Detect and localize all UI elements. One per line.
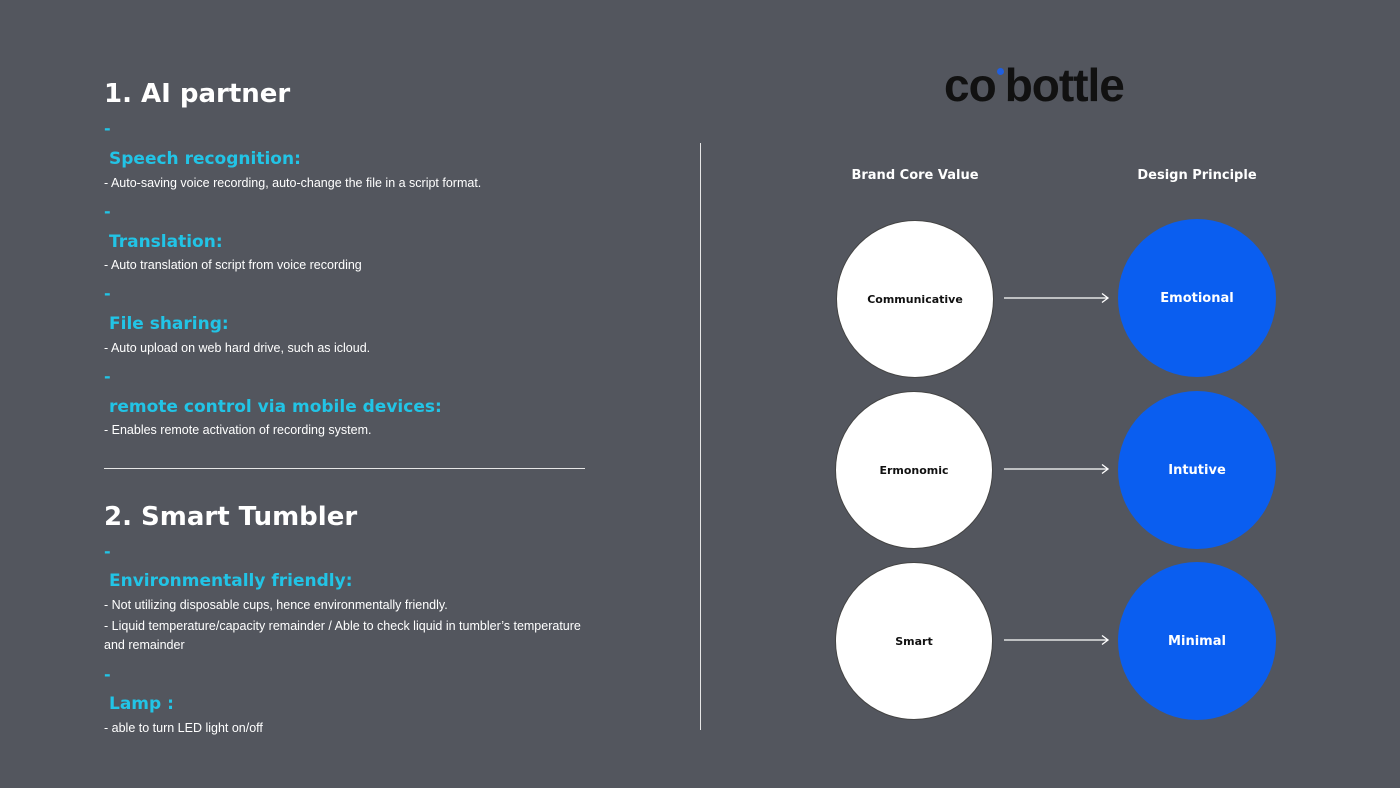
logo-text-co: co bbox=[944, 59, 996, 111]
feature-desc-liquid-temperature: - Liquid temperature/capacity remainder / Able to check liquid in tumbler’s temperature bbox=[104, 619, 581, 633]
dash-marker: - bbox=[104, 284, 111, 303]
core-value-circle bbox=[835, 391, 993, 549]
dash-marker: - bbox=[104, 202, 111, 221]
logo-text-bottle: bottle bbox=[1004, 59, 1124, 111]
feature-title-environmentally-friendly: Environmentally friendly: bbox=[109, 571, 353, 591]
feature-desc-speech-recognition: - Auto-saving voice recording, auto-change the file in a script format. bbox=[104, 176, 482, 190]
core-value-circle bbox=[835, 562, 993, 720]
heading-brand-core-value: Brand Core Value bbox=[851, 168, 979, 183]
section-title-ai-partner: 1. AI partner bbox=[104, 79, 291, 109]
right-arrow-icon bbox=[1004, 292, 1110, 304]
feature-desc-translation: - Auto translation of script from voice recording bbox=[104, 258, 362, 272]
core-value-label: Ermonomic bbox=[879, 463, 949, 477]
feature-desc-lamp: - able to turn LED light on/off bbox=[104, 721, 263, 735]
column-divider bbox=[700, 143, 701, 730]
design-principle-label: Emotional bbox=[1160, 290, 1234, 306]
dash-marker: - bbox=[104, 542, 111, 561]
feature-desc-remote-control: - Enables remote activation of recording system. bbox=[104, 423, 372, 437]
feature-desc-environmentally-friendly: - Not utilizing disposable cups, hence environmentally friendly. bbox=[104, 598, 448, 612]
feature-desc-file-sharing: - Auto upload on web hard drive, such as icloud. bbox=[104, 341, 371, 355]
heading-design-principle: Design Principle bbox=[1137, 168, 1257, 183]
design-principle-label: Intutive bbox=[1168, 462, 1226, 478]
brand-logo bbox=[944, 58, 1124, 112]
dash-marker: - bbox=[104, 367, 111, 386]
dash-marker: - bbox=[104, 119, 111, 138]
dash-marker: - bbox=[104, 665, 111, 684]
feature-title-translation: Translation: bbox=[109, 232, 223, 252]
feature-title-speech-recognition: Speech recognition: bbox=[109, 149, 301, 169]
feature-title-lamp: Lamp : bbox=[109, 694, 174, 714]
core-value-circle bbox=[836, 220, 994, 378]
logo-dot bbox=[997, 68, 1004, 75]
core-value-label: Smart bbox=[895, 634, 933, 648]
design-principle-circle bbox=[1118, 219, 1276, 377]
feature-desc-liquid-temperature-cont: and remainder bbox=[104, 638, 185, 652]
right-arrow-icon bbox=[1004, 463, 1110, 475]
design-principle-circle bbox=[1118, 391, 1276, 549]
right-arrow-icon bbox=[1004, 634, 1110, 646]
design-principle-circle bbox=[1118, 562, 1276, 720]
section-title-smart-tumbler: 2. Smart Tumbler bbox=[104, 502, 358, 532]
section-divider bbox=[104, 468, 585, 469]
feature-title-remote-control: remote control via mobile devices: bbox=[109, 397, 442, 417]
design-principle-label: Minimal bbox=[1168, 633, 1226, 649]
feature-title-file-sharing: File sharing: bbox=[109, 314, 229, 334]
core-value-label: Communicative bbox=[867, 292, 963, 306]
